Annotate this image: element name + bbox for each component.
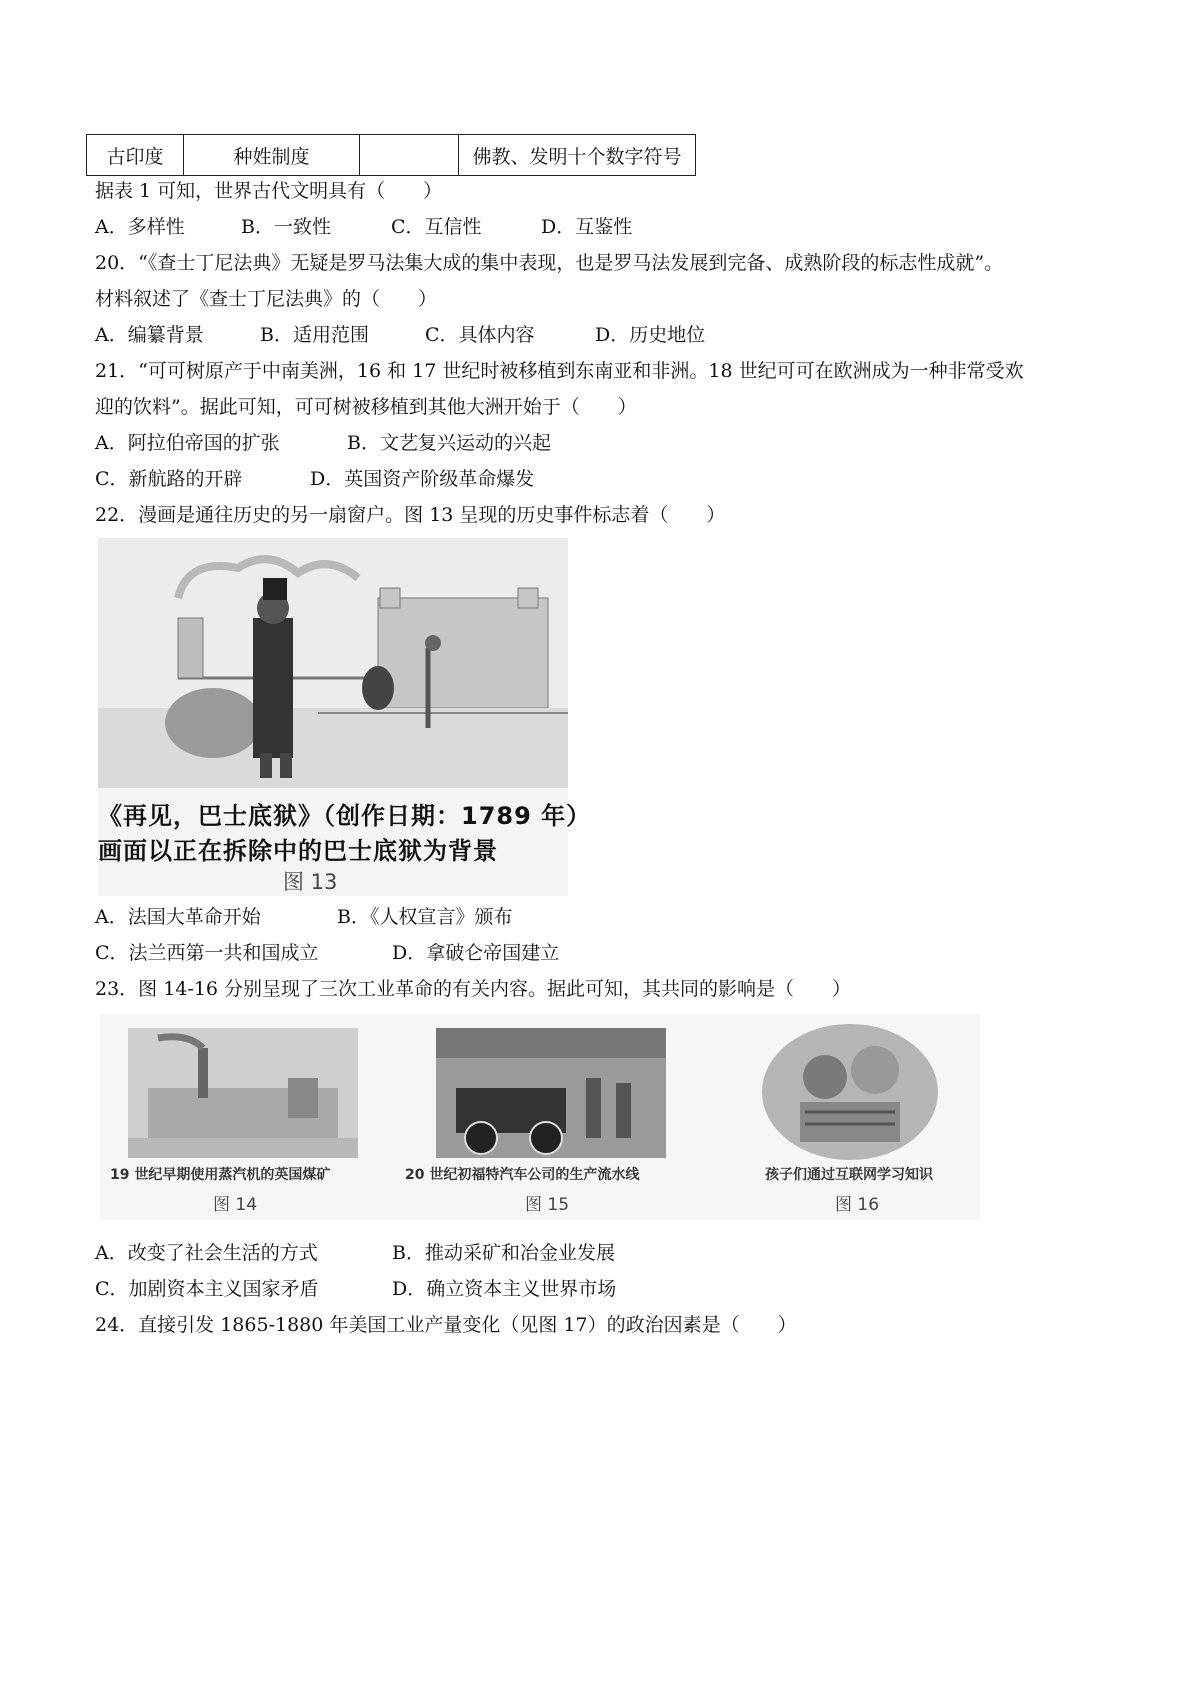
q21-line2: 迎的饮料”。据此可知，可可树被移植到其他大洲开始于（ ） xyxy=(95,396,637,418)
figure-16-label: 图 16 xyxy=(835,1195,880,1215)
q19-options xyxy=(95,214,632,240)
q20-option-a[interactable]: A．编纂背景 xyxy=(95,324,204,346)
q22-option-c[interactable]: C．法兰西第一共和国成立 xyxy=(95,942,319,964)
figure-14-caption: 19 世纪早期使用蒸汽机的英国煤矿 xyxy=(110,1167,331,1183)
q23-options-row2 xyxy=(95,1276,616,1302)
q20-line1: 20．“《查士丁尼法典》无疑是罗马法集大成的集中表现，也是罗马法发展到完备、成熟阶段的标志性成就”。 xyxy=(95,252,1004,274)
q21-option-d[interactable]: D．英国资产阶级革命爆发 xyxy=(310,468,535,490)
q21-option-a[interactable]: A．阿拉伯帝国的扩张 xyxy=(95,432,280,454)
figure-14-label: 图 14 xyxy=(213,1195,258,1215)
figure-15-caption: 20 世纪初福特汽车公司的生产流水线 xyxy=(405,1167,640,1183)
table-cell: 佛教、发明十个数字符号 xyxy=(459,135,696,176)
q22-options-row1 xyxy=(95,904,512,930)
q23-option-a[interactable]: A．改变了社会生活的方式 xyxy=(95,1242,318,1264)
q19-option-d[interactable]: D．互鉴性 xyxy=(541,216,633,238)
q22-option-a[interactable]: A．法国大革命开始 xyxy=(95,906,261,928)
q23-stem: 23．图 14-16 分别呈现了三次工业革命的有关内容。据此可知，其共同的影响是（ ） xyxy=(95,978,852,1000)
q22-option-d[interactable]: D．拿破仑帝国建立 xyxy=(392,942,560,964)
q19-option-b[interactable]: B．一致性 xyxy=(241,216,331,238)
q21-option-b[interactable]: B．文艺复兴运动的兴起 xyxy=(347,432,551,454)
q21-line1: 21．“可可树原产于中南美洲，16 和 17 世纪时被移植到东南亚和非洲。18 世纪可可在欧洲成为一种非常受欢 xyxy=(95,360,1024,382)
figures-14-16 xyxy=(100,1014,980,1220)
q20-option-d[interactable]: D．历史地位 xyxy=(595,324,706,346)
figure-13 xyxy=(98,538,592,896)
civilization-table xyxy=(86,134,696,176)
q20-line2: 材料叙述了《查士丁尼法典》的（ ） xyxy=(95,288,438,310)
table-cell xyxy=(360,135,459,176)
figure-16-caption: 孩子们通过互联网学习知识 xyxy=(765,1167,933,1183)
q19-option-a[interactable]: A．多样性 xyxy=(95,216,185,238)
coal-mine-illustration xyxy=(128,1028,358,1158)
q23-option-c[interactable]: C．加剧资本主义国家矛盾 xyxy=(95,1278,319,1300)
q21-options-row2 xyxy=(95,466,534,492)
figure-15-label: 图 15 xyxy=(525,1195,570,1215)
table-cell: 古印度 xyxy=(87,135,184,176)
q21-options-row1 xyxy=(95,430,551,456)
q20-options xyxy=(95,322,705,348)
q20-option-b[interactable]: B．适用范围 xyxy=(260,324,369,346)
q23-options-row1 xyxy=(95,1240,615,1266)
figure-13-caption-1: 《再见，巴士底狱》（创作日期：1789 年） xyxy=(98,802,592,830)
q21-option-c[interactable]: C．新航路的开辟 xyxy=(95,468,243,490)
q19-option-c[interactable]: C．互信性 xyxy=(391,216,482,238)
table-cell: 种姓制度 xyxy=(184,135,360,176)
bastille-cartoon-illustration xyxy=(98,538,568,788)
q22-options-row2 xyxy=(95,940,559,966)
children-internet-illustration xyxy=(760,1022,940,1162)
q19-stem: 据表 1 可知，世界古代文明具有（ ） xyxy=(95,180,443,202)
assembly-line-illustration xyxy=(436,1028,666,1158)
q22-stem: 22．漫画是通往历史的另一扇窗户。图 13 呈现的历史事件标志着（ ） xyxy=(95,504,726,526)
table-row xyxy=(87,135,696,176)
q22-option-b[interactable]: B．《人权宣言》颁布 xyxy=(337,906,513,928)
q23-option-b[interactable]: B．推动采矿和冶金业发展 xyxy=(392,1242,615,1264)
figure-13-label: 图 13 xyxy=(283,870,338,894)
q24-stem: 24．直接引发 1865-1880 年美国工业产量变化（见图 17）的政治因素是（ ） xyxy=(95,1314,797,1336)
q23-option-d[interactable]: D．确立资本主义世界市场 xyxy=(392,1278,617,1300)
q20-option-c[interactable]: C．具体内容 xyxy=(425,324,535,346)
figure-13-caption-2: 画面以正在拆除中的巴士底狱为背景 xyxy=(98,837,498,865)
